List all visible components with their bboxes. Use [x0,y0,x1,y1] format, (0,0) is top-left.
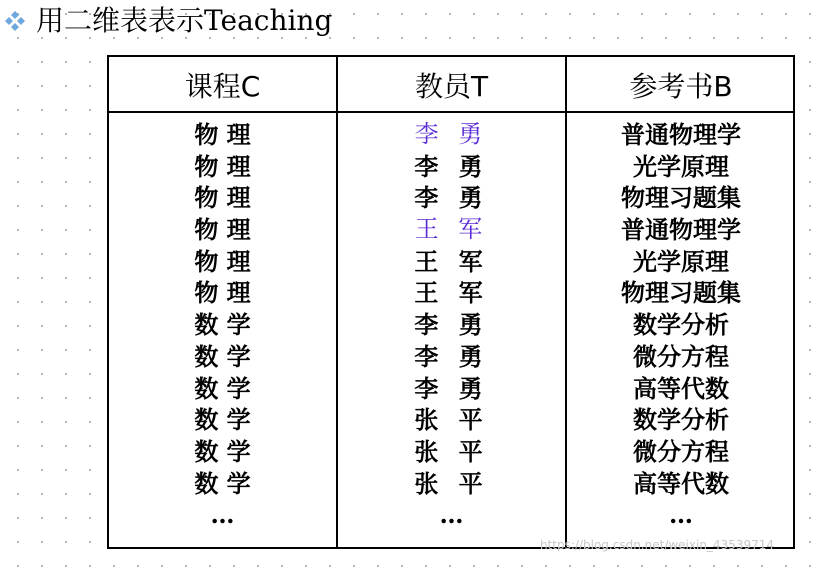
book-cell: 数学分析 [633,310,729,340]
watermark: https://blog.csdn.net/weixin_43539714 [540,538,775,552]
course-cell: 物 理 [194,246,251,276]
teacher-cell: 王 军 [414,246,489,276]
course-cell: 数 学 [194,405,251,435]
course-cell: 数 学 [194,373,251,403]
teacher-cell: 李 勇 [414,310,489,340]
book-cell: 物理习题集 [621,183,741,213]
teacher-cell: … [439,500,464,530]
teaching-table [107,55,795,549]
book-column [567,119,795,531]
book-cell: 数学分析 [633,405,729,435]
teacher-cell: 李 勇 [414,120,489,148]
teacher-cell: 王 军 [414,278,489,308]
course-column [109,119,336,531]
book-cell: 高等代数 [633,373,729,403]
header-course: 课程C [184,70,261,103]
header-teacher: 教员T [414,70,489,103]
teacher-cell: 李 勇 [414,373,489,403]
teacher-cell: 张 平 [414,436,489,466]
course-cell: 物 理 [194,183,251,213]
teacher-cell: 张 平 [414,405,489,435]
book-cell: 微分方程 [633,341,729,371]
course-cell: 数 学 [194,341,251,371]
book-cell: … [669,500,693,530]
course-cell: 数 学 [194,468,251,498]
course-cell: 数 学 [194,436,251,466]
header-book: 参考书B [629,70,733,103]
book-cell: 物理习题集 [621,278,741,308]
book-cell: 微分方程 [633,436,729,466]
book-cell: 普通物理学 [621,120,741,149]
slide-title: 用二维表表示Teaching [36,4,333,37]
teacher-cell: 李 勇 [414,183,489,213]
slide-title-row [4,4,332,38]
teacher-cell: 张 平 [414,468,489,498]
course-cell: 物 理 [194,278,251,308]
course-cell: 数 学 [194,310,251,340]
teacher-column [338,119,565,531]
teacher-cell: 王 军 [414,215,489,244]
book-cell: 光学原理 [633,246,729,276]
book-cell: 普通物理学 [621,215,741,245]
teacher-cell: 李 勇 [414,151,489,181]
diamond-bullet-icon [4,10,26,32]
teacher-cell: 李 勇 [414,341,489,371]
course-cell: 物 理 [194,120,251,149]
course-cell: 物 理 [194,151,251,181]
course-cell: 物 理 [194,215,251,245]
book-cell: 高等代数 [633,468,729,498]
course-cell: … [210,500,235,530]
book-cell: 光学原理 [633,151,729,181]
